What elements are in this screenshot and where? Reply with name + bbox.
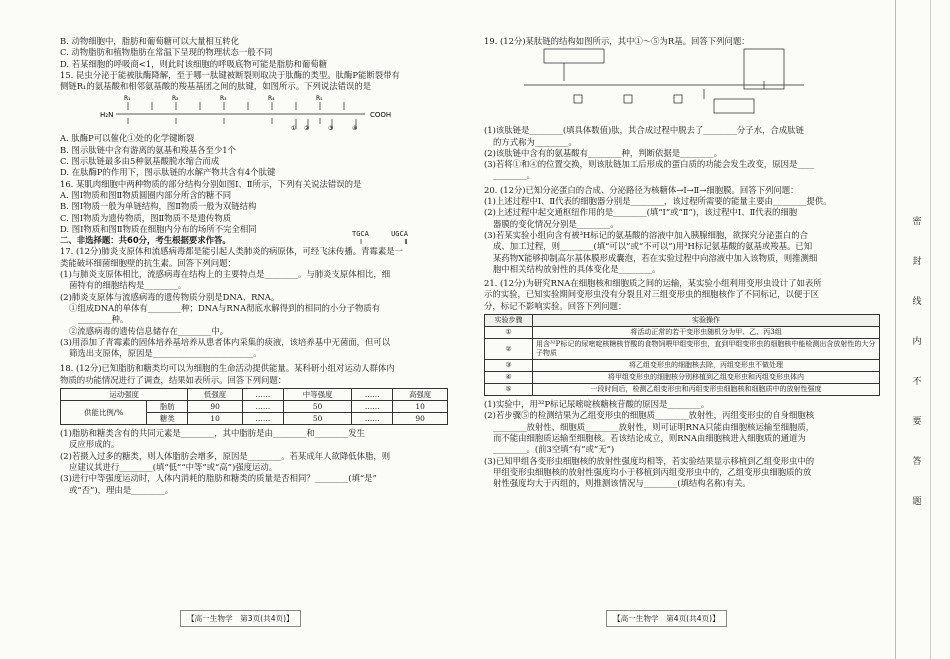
- q17-stem-1: 17. (12分)肺炎支原体和流感病毒都是能引起人类肺炎的病原体，可经飞沫传播。青霉素是一: [60, 246, 404, 257]
- side-char-6: 要: [912, 417, 922, 427]
- table-cell: ……: [242, 401, 283, 413]
- r-label-1: R₁: [124, 95, 131, 103]
- peptide-structure-diagram: [484, 47, 882, 125]
- q15-option-a: A. 肽酶P可以催化①处的化学键断裂: [60, 133, 195, 144]
- q18-part2: (2)若摄入过多的糖类，则人体脂肪会增多，原因是________。若某成年人欲降低体脂，则: [60, 450, 391, 461]
- side-char-7: 答: [912, 457, 922, 467]
- table-row-fat: 脂肪: [147, 401, 188, 413]
- q17-part3: (3)用添加了青霉素的固体培养基培养从患者体内采集的痰液，该培养基中无菌面，但可以: [60, 336, 391, 347]
- q18-part3-cont: 或“否”)，理由是________。: [69, 484, 173, 495]
- right-column: [484, 36, 882, 489]
- q17-part2: (2)肺炎支原体与流感病毒的遗传物质分别是DNA、RNA。: [60, 291, 280, 302]
- table-cell: 90: [393, 413, 448, 425]
- q15-option-b: B. 图示肽链中含有游离的氨基和羧基各至少1个: [60, 144, 236, 155]
- q21-stem-2: 示的实验，已知实验期间变形虫没有分裂且对三组变形虫的细胞核作了不同标记，以便于区: [484, 289, 819, 300]
- q20-part2-cont: 器膜的变化情况分别是________。: [493, 218, 619, 229]
- q20-part3-cont2: 某药物X能够抑制高尔基体膜形成囊泡，若在实验过程中向溶液中加入该物质，则推测细: [493, 252, 818, 263]
- seq-label-1: Ⅰ: [360, 238, 363, 246]
- r-label-2: R₂: [172, 95, 179, 103]
- q14-option-d: D. 若某细胞的呼吸商<1，则此时该细胞的呼吸底物可能是脂肪和葡萄糖: [60, 58, 327, 69]
- q17-part1: (1)与肺炎支原体相比，流感病毒在结构上的主要特点是________。与肺炎支原体相比，细: [60, 269, 391, 280]
- q21-table: [484, 314, 880, 396]
- q15-stem-2: 侧链R₁的氨基酸和相邻氨基酸的羧基基团之间的肽键，如图所示。下列说法错误的是: [60, 81, 372, 92]
- q18-part2-cont: 应建议其进行________(填“低”“中等”或“高”)强度运动。: [69, 461, 278, 472]
- table-head-low: 低强度: [188, 389, 243, 401]
- table-cell: ……: [352, 401, 393, 413]
- q18-stem-2: 物质的功能情况进行了调查，结果如表所示。回答下列问题：: [60, 374, 287, 385]
- table-row-sugar: 糖类: [147, 413, 188, 425]
- q14-option-c: C. 动物脂肪和植物脂肪在常温下呈现的物理状态一般不同: [60, 47, 273, 58]
- q21-part2-cont: ________放射性、细胞质________放射性，则可证明RNA只能由细胞核运输至细胞质，: [493, 421, 815, 432]
- table-cell: 将甲组变形虫的细胞核分别移植到乙组变形虫和丙组变形虫体内: [533, 372, 880, 384]
- q21-stem-3: 分，标记不影响实验。回答下列问题：: [484, 300, 627, 311]
- q16-stem: 16. 某肌肉细胞中两种物质的部分结构分别如图Ⅰ、Ⅱ所示，下列有关说法错误的是: [60, 178, 362, 189]
- marker-3: ③: [328, 125, 334, 132]
- table-cell: 将活动正常的若干变形虫随机分为甲、乙、丙3组: [533, 327, 880, 339]
- q21-part2-cont3: ________。(前3空填“有”或“无”): [493, 444, 615, 455]
- side-char-4: 内: [912, 337, 922, 347]
- table-head-intensity: 运动强度: [61, 389, 188, 401]
- q15-peptide-formula: [60, 93, 450, 131]
- q17-part2-sub1: ①组成DNA的单体有________种；DNA与RNA彻底水解得到的相同的小分子物质有: [69, 302, 381, 313]
- page-footer-right: 【高一生物学 第4页(共4页)】: [606, 610, 727, 627]
- side-char-1: 密: [912, 217, 922, 227]
- table-cell: ③: [485, 360, 533, 372]
- table-cell: 90: [188, 401, 243, 413]
- table-cell: 10: [393, 401, 448, 413]
- q18-part1-cont: 反应形成的。: [69, 439, 120, 450]
- binding-strip: [895, 0, 950, 659]
- q15-option-c: C. 图示肽链最多由5种氨基酸脱水缩合而成: [60, 156, 220, 167]
- table-head-ellipsis-2: ……: [352, 389, 393, 401]
- q16-sequences: [352, 230, 426, 246]
- table-cell: 50: [283, 413, 352, 425]
- q15-option-d: D. 在肽酶P的作用下，图示肽链的水解产物共含有4个肽键: [60, 167, 276, 178]
- q17-part2-sub1-cont: ________种。: [78, 314, 129, 325]
- seq-dna: TGCA: [352, 230, 369, 238]
- seq-label-2: Ⅱ: [404, 238, 408, 246]
- table-cell: ⑤: [485, 384, 533, 396]
- q19-part1-cont: 的方式称为________。: [493, 136, 577, 147]
- table-cell: ①: [485, 327, 533, 339]
- table-cell: ②: [485, 339, 533, 360]
- left-column: [60, 36, 450, 496]
- r-label-3: R₃: [220, 95, 227, 103]
- table-head-ellipsis-1: ……: [242, 389, 283, 401]
- side-char-3: 线: [912, 297, 922, 307]
- side-char-5: 不: [912, 377, 922, 387]
- q21-part1: (1)实验中，用³²P标记尿嘧啶核糖核苷酸的原因是________。: [484, 399, 710, 410]
- q20-part3-cont3: 胞中相关结构放射性的具体变化是________。: [493, 263, 661, 274]
- q20-part2: (2)上述过程中起交通枢纽作用的是________(填“Ⅰ”或“Ⅱ”)，该过程中Ⅰ、Ⅱ代表的细胞: [484, 207, 798, 218]
- table-head-step: 实验步骤: [485, 315, 533, 327]
- q19-part3: (3)若将①和④的位置交换，则该肽链加工后形成的蛋白质的功能会发生改变，原因是____: [484, 159, 815, 170]
- formula-start: H₂N: [100, 111, 114, 120]
- formula-end: COOH: [370, 111, 392, 120]
- q16-option-a: A. 图Ⅰ物质和图Ⅱ物质圆圈内部分所含的糖不同: [60, 189, 232, 200]
- q16-option-d: D. 图Ⅰ物质和图Ⅱ物质在细胞内分布的场所不完全相同: [60, 223, 257, 234]
- table-head-high: 高强度: [393, 389, 448, 401]
- marker-1: ①: [291, 125, 297, 132]
- q21-part3-cont2: 射性强度均大于丙组的，则推测该情况与________(填结构名称)有关。: [493, 478, 751, 489]
- q19-part2: (2)该肽链中含有的氨基酸有________种，判断依据是________。: [484, 147, 722, 158]
- q19-stem: 19. (12分)某肽链的结构如图所示，其中①～⑤为R基。回答下列问题：: [484, 36, 750, 46]
- q21-part3: (3)已知甲组各变形虫细胞核的放射性强度均相等，若实验结果显示移植到乙组变形虫中的: [484, 455, 815, 466]
- q20-part3: (3)若某实验小组向含有被³H标记的氨基酸的溶液中加入胰腺细胞，欲探究分泌蛋白的合: [484, 229, 809, 240]
- side-char-2: 封: [912, 257, 922, 267]
- table-cell: ……: [352, 413, 393, 425]
- r-label-5: R₅: [316, 95, 323, 103]
- q14-option-b: B. 动物细胞中，脂肪和葡萄糖可以大量相互转化: [60, 36, 239, 46]
- q21-part2-cont2: 而不能由细胞质运输至细胞核。若该结论成立，则RNA由细胞核进入细胞质的通道为: [493, 432, 806, 443]
- q17-stem-2: 类能破坏细菌细胞壁的抗生素。回答下列问题：: [60, 257, 236, 268]
- q19-part1: (1)该肽链是________(填具体数值)肽，其合成过程中脱去了________分子水，合成肽链: [484, 125, 804, 136]
- q18-stem-1: 18. (12分)已知脂肪和糖类均可以为细胞的生命活动提供能量。某科研小组对运动人群体内: [60, 363, 395, 374]
- q19-part3-cont: ________。: [493, 170, 535, 181]
- table-cell: 10: [188, 413, 243, 425]
- q18-part3: (3)进行中等强度运动时，人体内消耗的脂肪和糖类的质量是否相同？________(填“是”: [60, 473, 377, 484]
- q21-part3-cont: 甲组变形虫细胞核的放射性强度均小于移植到丙组变形虫中的，乙组变形虫细胞质的放: [493, 466, 812, 477]
- side-char-8: 题: [912, 497, 922, 507]
- q15-stem: 15. 昆虫分泌于能被肽酶降解，至于哪一肽键被断裂则取决于肽酶的类型。肽酶P能断裂带有: [60, 69, 400, 80]
- table-cell: 将乙组变形虫的细胞核去除，丙组变形虫不做处理: [533, 360, 880, 372]
- seq-rna: UGCA: [391, 230, 408, 238]
- peptide-chain-diagram: [60, 93, 450, 131]
- q18-part1: (1)脂肪和糖类含有的共同元素是________，其中脂肪是由________和________发生: [60, 428, 365, 439]
- table-cell: ……: [242, 413, 283, 425]
- section-2-heading: 二、非选择题：共60分，考生根据要求作答。: [60, 235, 231, 246]
- q21-part2: (2)若步骤⑤的检测结果为乙组变形虫的细胞质________放射性，丙组变形虫的自身细胞核: [484, 410, 815, 421]
- marker-4: ④: [352, 125, 358, 132]
- q20-part1: (1)上述过程中Ⅰ、Ⅱ代表的细胞器分别是________，该过程所需要的能量主要由________提供。: [484, 196, 832, 207]
- table-cell: 一段时间后，检测乙组变形虫和丙组变形虫细胞核和细胞质中的放射性强度: [533, 384, 880, 396]
- table-cell: ④: [485, 372, 533, 384]
- q19-peptide-figure: [484, 47, 882, 125]
- q17-part1-cont: 菌特有的细胞结构是________。: [69, 280, 187, 291]
- table-head-operation: 实验操作: [533, 315, 880, 327]
- q20-part3-cont: 成、加工过程，则________(填“可以”或“不可以”)用³H标记氨基酸的氨基或羧基。已知: [493, 241, 813, 252]
- q17-part3-cont: 筛选出支原体，原因是________________________。: [69, 348, 262, 359]
- table-head-medium: 中等强度: [283, 389, 352, 401]
- q16-option-b: B. 图Ⅰ物质一般为单链结构，图Ⅱ物质一般为双链结构: [60, 201, 257, 212]
- q17-part2-sub2: ②流感病毒的遗传信息储存在________中。: [69, 325, 229, 336]
- q21-stem-1: 21. (12分)为研究RNA在细胞核和细胞质之间的运输，某实验小组利用变形虫设计了如表所: [484, 278, 822, 289]
- table-cell: 50: [283, 401, 352, 413]
- table-cell: 用含³²P标记的尿嘧啶核糖核苷酸的食物饲喂甲组变形虫，直到甲组变形虫的细胞核中能检测出含放射性的大分子物质: [533, 339, 880, 360]
- marker-2: ②: [304, 125, 310, 132]
- q16-option-c: C. 图Ⅰ物质为遗传物质，图Ⅱ物质不是遗传物质: [60, 212, 232, 223]
- q18-table: [60, 388, 448, 425]
- binding-line: [930, 0, 931, 659]
- page-footer-left: 【高一生物学 第3页(共4页)】: [180, 610, 301, 627]
- q20-stem: 20. (12分)已知分泌蛋白的合成、分泌路径为核糖体→Ⅰ→Ⅱ→细胞膜。回答下列问题：: [484, 184, 799, 195]
- r-label-4: R₄: [268, 95, 275, 103]
- table-row-label: 供能比例/%: [61, 401, 147, 425]
